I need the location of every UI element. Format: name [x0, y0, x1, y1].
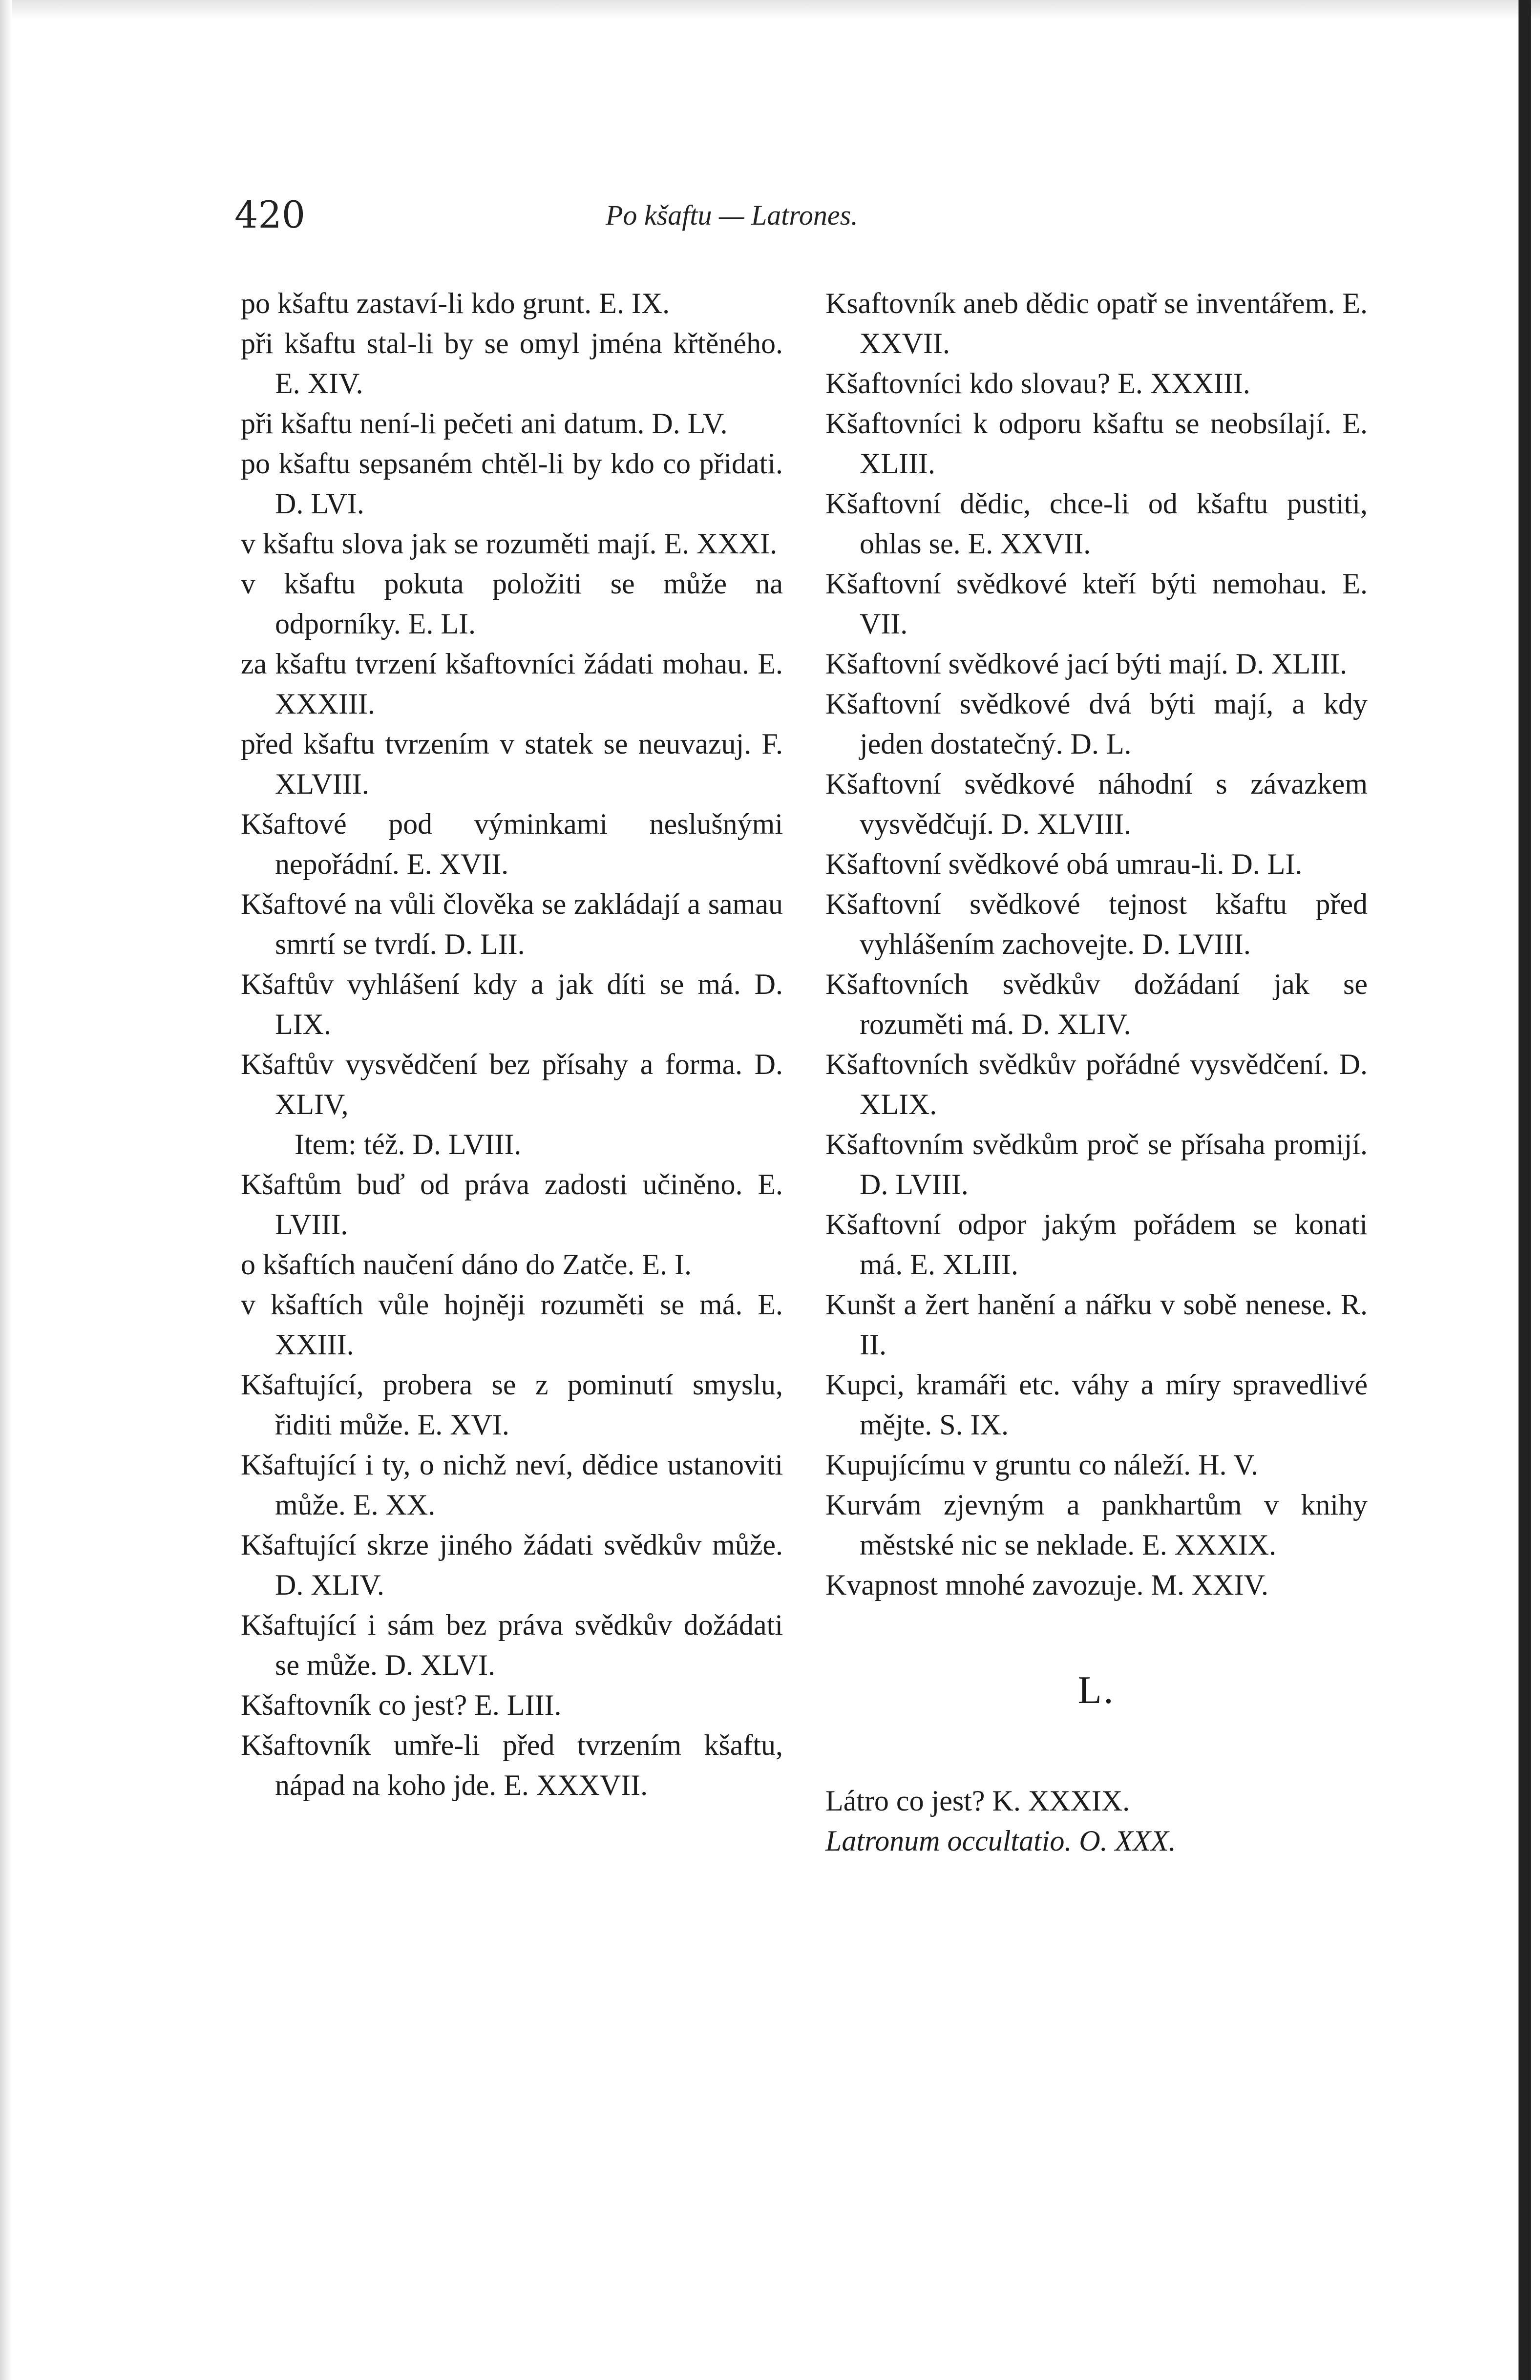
index-entry: v kšaftu pokuta položiti se může na odporníky. E. LI. [241, 568, 783, 640]
index-entry: před kšaftu tvrzením v statek se neuvazuj. F. XLVIII. [241, 728, 783, 800]
index-entry: Kšaftův vyhlášení kdy a jak díti se má. D. LIX. [241, 968, 783, 1040]
index-entry: při kšaftu není-li pečeti ani datum. D. LV. [241, 407, 728, 440]
index-entry: v kšaftu slova jak se rozuměti mají. E. XXXI. [241, 527, 778, 560]
index-entry: Kšaftovním svědkům proč se přísaha promijí. D. LVIII. [825, 1128, 1368, 1201]
index-entry: Kšaftovní svědkové obá umrau-li. D. LI. [825, 848, 1303, 880]
index-entry: Kurvám zjevným a pankhartům v knihy městské nic se neklade. E. XXXIX. [825, 1489, 1368, 1561]
index-entry: Kupci, kramáři etc. váhy a míry spravedlivé mějte. S. IX. [825, 1369, 1368, 1441]
index-entry: Kšaftovní dědic, chce-li od kšaftu pustiti, ohlas se. E. XXVII. [825, 487, 1368, 560]
index-entry: Kšaftovník co jest? E. LIII. [241, 1689, 562, 1721]
index-entry: Kunšt a žert hanění a nářku v sobě nenese. R. II. [825, 1288, 1368, 1361]
index-entry: Kšaftovních svědkův pořádné vysvědčení. D. XLIX. [825, 1048, 1368, 1120]
index-entry: po kšaftu sepsaném chtěl-li by kdo co přidati. D. LVI. [241, 447, 783, 520]
index-entry: Kšaftův vysvědčení bez přísahy a forma. D. XLIV, [241, 1048, 783, 1120]
index-entry: Kšaftům buď od práva zadosti učiněno. E. LVIII. [241, 1168, 783, 1241]
index-entry: při kšaftu stal-li by se omyl jména křtěného. E. XIV. [241, 327, 783, 400]
index-entry: Kvapnost mnohé zavozuje. M. XXIV. [825, 1569, 1269, 1601]
index-entry: Kšaftovník umře-li před tvrzením kšaftu, nápad na koho jde. E. XXXVII. [241, 1729, 783, 1801]
page-edge-top [0, 0, 1540, 20]
index-entry: o kšaftích naučení dáno do Zatče. E. I. [241, 1248, 692, 1281]
index-entry: Kšaftovní odpor jakým pořádem se konati má. E. XLIII. [825, 1208, 1368, 1281]
index-entry-continuation: Item: též. D. LVIII. [295, 1128, 522, 1160]
index-entry: Kšaftující i ty, o nichž neví, dědice ustanoviti může. E. XX. [241, 1449, 783, 1521]
index-entry: Kšaftové na vůli člověka se zakládají a samau smrtí se tvrdí. D. LII. [241, 888, 783, 960]
index-entry: v kšaftích vůle hojněji rozuměti se má. E. XXIII. [241, 1288, 783, 1361]
index-entry: Kšaftové pod výminkami neslušnými nepořádní. E. XVII. [241, 808, 783, 880]
index-entry: Kšaftovní svědkové jací býti mají. D. XLIII. [825, 648, 1348, 680]
index-entry: Kšaftující skrze jiného žádati svědkův může. D. XLIV. [241, 1529, 783, 1601]
index-entry: Ksaftovník aneb dědic opatř se inventářem. E. XXVII. [825, 287, 1368, 359]
section-heading-letter: L. [1077, 1669, 1116, 1712]
index-entry: Kšaftující i sám bez práva svědkův dožádati se může. D. XLVI. [241, 1609, 783, 1681]
index-entry-latin: Latronum occultatio. O. XXX. [825, 1825, 1176, 1857]
page-header [234, 193, 996, 247]
index-entry: Kšaftovní svědkové tejnost kšaftu před vyhlášením zachovejte. D. LVIII. [825, 888, 1368, 960]
index-entry: po kšaftu zastaví-li kdo grunt. E. IX. [241, 287, 670, 319]
page-number: 420 [234, 193, 306, 236]
right-column [825, 283, 1368, 1861]
running-title: Po kšaftu — Latrones. [606, 199, 858, 231]
index-entry: Kšaftovní svědkové dvá býti mají, a kdy jeden dostatečný. D. L. [825, 688, 1368, 760]
index-entry: Kšaftovních svědkův dožádaní jak se rozuměti má. D. XLIV. [825, 968, 1368, 1040]
index-entry: Kupujícímu v gruntu co náleží. H. V. [825, 1449, 1258, 1481]
index-entry: Kšaftovníci kdo slovau? E. XXXIII. [825, 367, 1250, 400]
index-entry: Látro co jest? K. XXXIX. [825, 1785, 1130, 1817]
page-edge-left [0, 0, 12, 2380]
index-entry: Kšaftovní svědkové kteří býti nemohau. E. VII. [825, 568, 1368, 640]
index-entry: za kšaftu tvrzení kšaftovníci žádati mohau. E. XXXIII. [241, 648, 783, 720]
page-edge-right [1519, 0, 1531, 2380]
index-entry: Kšaftovníci k odporu kšaftu se neobsílají. E. XLIII. [825, 407, 1368, 480]
index-entry: Kšaftující, probera se z pominutí smyslu, řiditi může. E. XVI. [241, 1369, 783, 1441]
index-entry: Kšaftovní svědkové náhodní s závazkem vysvědčují. D. XLVIII. [825, 768, 1368, 840]
left-column [241, 283, 783, 1805]
